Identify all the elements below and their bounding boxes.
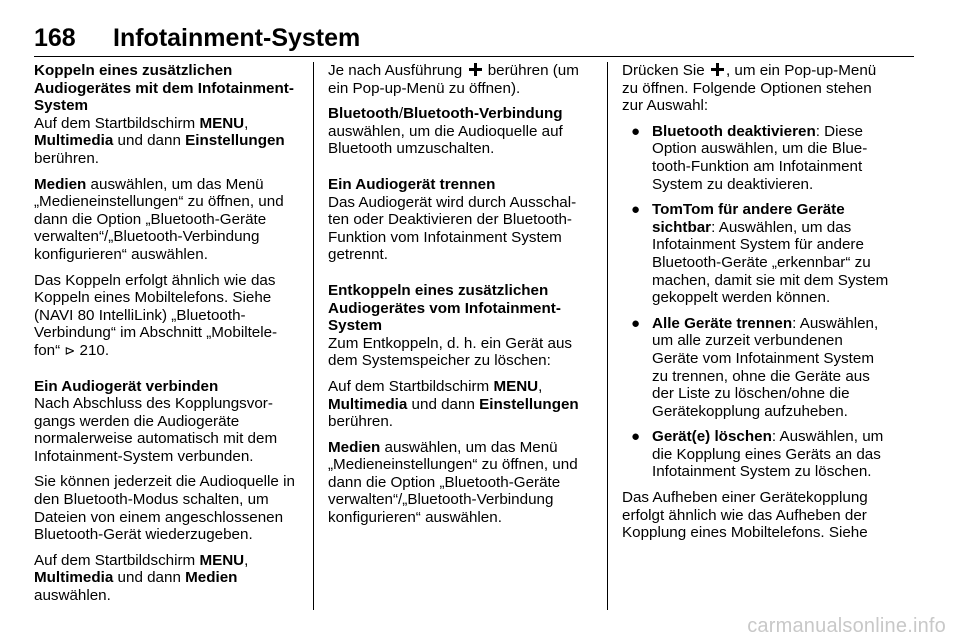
paragraph: Je nach Ausführung berühren (um ein Pop-up-Menü zu öffnen). — [328, 62, 579, 97]
page-header — [34, 22, 914, 57]
paragraph: Medien auswählen, um das Menü „Medieneinstellungen“ zu öffnen, und dann die Option „Bluetooth-Geräte verwalten“/„Bluetooth-Verbindung konfigurieren“ auswählen. — [34, 175, 284, 263]
paragraph: Das Koppeln erfolgt ähnlich wie das Koppeln eines Mobiltelefons. Siehe (NAVI 80 IntelliLink) „Bluetooth-Verbindung“ im Abschnitt „Mobiltele-fon“ ⊳ 210. — [34, 271, 278, 359]
list-item: ● Bluetooth deaktivieren: Diese Option auswählen, um die Blue-tooth-Funktion am Infotainment System zu deaktivieren. — [631, 122, 868, 193]
paragraph: Nach Abschluss des Kopplungsvor-gangs werden die Audiogeräte normalerweise automatisch mit dem Infotainment-System verbunden. — [34, 395, 278, 465]
bullet-icon: ● — [631, 428, 641, 446]
column-divider — [607, 62, 608, 610]
page-number: 168 — [34, 24, 76, 52]
paragraph: Drücken Sie , um ein Pop-up-Menü zu öffnen. Folgende Optionen stehen zur Auswahl: — [622, 62, 877, 115]
options-list — [622, 123, 892, 481]
column-divider — [313, 62, 314, 610]
paragraph: Auf dem Startbildschirm MENU, Multimedia und dann Einstellungen berühren. — [34, 114, 285, 167]
bullet-icon: ● — [631, 122, 641, 140]
column-2 — [328, 62, 592, 535]
paragraph: Das Aufheben einer Gerätekopplung erfolgt ähnlich wie das Aufheben der Kopplung eines Mobiltelefons. Siehe — [622, 489, 868, 542]
paragraph: Zum Entkoppeln, d. h. ein Gerät aus dem Systemspeicher zu löschen: — [328, 334, 572, 370]
list-item: ● Gerät(e) löschen: Auswählen, um die Kopplung eines Geräts an das Infotainment System zu löschen. — [631, 428, 884, 481]
page-title: Infotainment-System — [113, 24, 361, 52]
plus-icon — [469, 63, 482, 76]
paragraph: Auf dem Startbildschirm MENU, Multimedia und dann Medien auswählen. — [34, 551, 249, 605]
paragraph: Bluetooth/Bluetooth-Verbindung auswählen, um die Audioquelle auf Bluetooth umzuschalten. — [328, 105, 563, 158]
paragraph: Das Audiogerät wird durch Ausschal-ten oder Deaktivieren der Bluetooth-Funktion vom Infotainment System getrennt. — [328, 193, 577, 264]
section-heading: Ein Audiogerät trennen — [328, 175, 496, 193]
section-heading: Entkoppeln eines zusätzlichen Audiogerätes vom Infotainment-System — [328, 281, 561, 335]
bullet-icon: ● — [631, 201, 641, 219]
paragraph: Medien auswählen, um das Menü „Medieneinstellungen“ zu öffnen, und dann die Option „Bluetooth-Geräte verwalten“/„Bluetooth-Verbindung konfigurieren“ auswählen. — [328, 438, 578, 527]
plus-icon — [711, 63, 724, 76]
paragraph: Sie können jederzeit die Audioquelle in den Bluetooth-Modus schalten, um Dateien von einem angeschlossenen Bluetooth-Gerät wiederzugeben. — [34, 473, 295, 544]
page-reference-icon: ⊳ — [64, 342, 76, 358]
bullet-icon: ● — [631, 314, 641, 332]
section-heading: Ein Audiogerät verbinden — [34, 377, 219, 395]
column-3 — [622, 62, 892, 550]
column-1 — [34, 62, 300, 613]
section-heading: Koppeln eines zusätzlichen Audiogerätes mit dem Infotainment-System — [34, 62, 294, 115]
list-item: ● Alle Geräte trennen: Auswählen, um alle zurzeit verbundenen Geräte vom Infotainment System zu trennen, ohne die Geräte aus der Liste zu löschen/ohne die Gerätekopplung aufzuheben. — [631, 314, 879, 420]
list-item: ● TomTom für andere Geräte sichtbar: Auswählen, um das Infotainment System für andere Bluetooth-Geräte „erkennbar“ zu machen, damit sie mit dem System gekoppelt werden können. — [631, 201, 889, 307]
watermark: carmanualsonline.info — [747, 615, 946, 637]
paragraph: Auf dem Startbildschirm MENU, Multimedia und dann Einstellungen berühren. — [328, 377, 579, 431]
